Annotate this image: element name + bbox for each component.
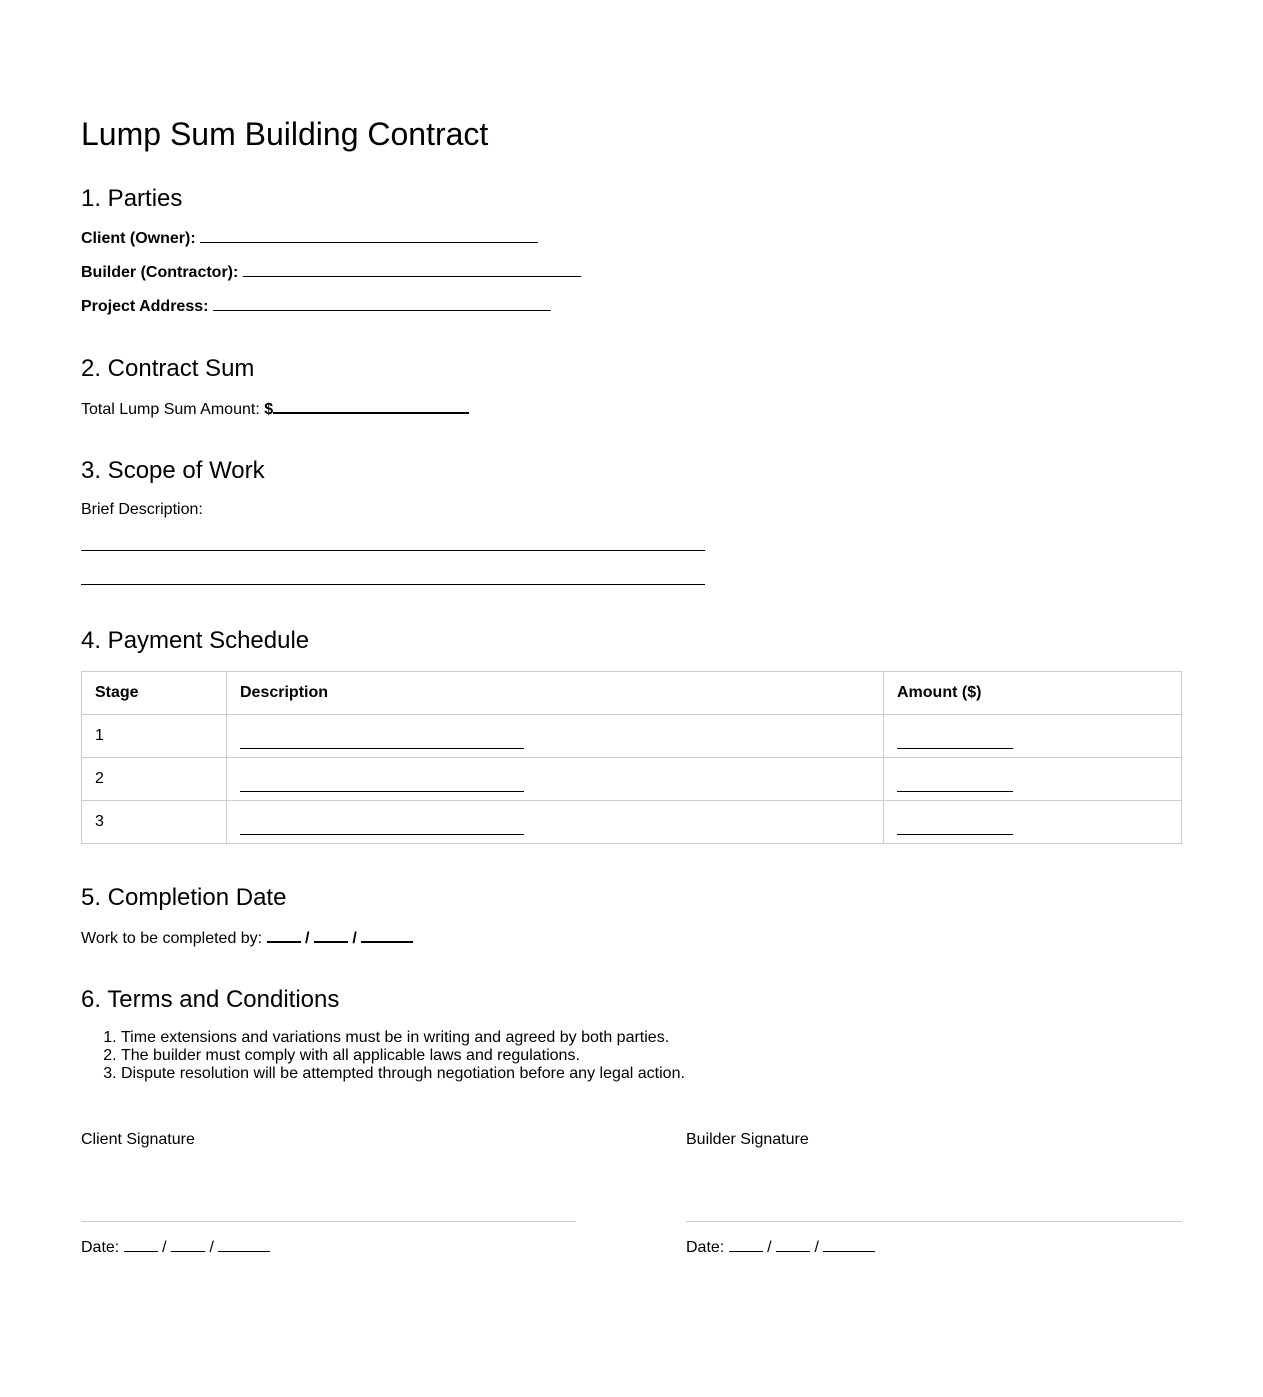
client-owner-input[interactable]	[200, 228, 538, 243]
date-separator: /	[209, 1239, 214, 1256]
scope-description-line-2[interactable]	[81, 584, 705, 585]
amount-input[interactable]	[897, 732, 1013, 749]
date-separator: /	[814, 1239, 819, 1256]
description-cell	[227, 758, 884, 801]
completion-month-input[interactable]	[314, 927, 348, 943]
section-heading-terms: 6. Terms and Conditions	[81, 986, 340, 1013]
builder-signature-date	[686, 1237, 875, 1258]
column-header-amount: Amount ($)	[884, 672, 1182, 715]
column-header-stage: Stage	[82, 672, 227, 715]
section-heading-contract-sum: 2. Contract Sum	[81, 355, 255, 382]
builder-date-month-input[interactable]	[776, 1237, 810, 1252]
client-signature-line[interactable]	[81, 1221, 576, 1222]
amount-input[interactable]	[897, 818, 1013, 835]
description-input[interactable]	[240, 818, 524, 835]
project-address-field	[81, 296, 551, 317]
column-header-description: Description	[227, 672, 884, 715]
client-owner-field	[81, 228, 538, 249]
completion-date-field	[81, 927, 413, 949]
description-cell	[227, 801, 884, 844]
payment-schedule-table	[81, 671, 1182, 844]
terms-list	[81, 1029, 685, 1083]
completion-year-input[interactable]	[361, 927, 413, 943]
client-date-year-input[interactable]	[218, 1237, 270, 1252]
client-owner-label: Client (Owner):	[81, 230, 196, 247]
scope-description-label: Brief Description:	[81, 501, 203, 518]
builder-contractor-field	[81, 262, 581, 283]
contract-sum-label: Total Lump Sum Amount:	[81, 401, 260, 418]
client-signature-date	[81, 1237, 270, 1258]
scope-description-line-1[interactable]	[81, 550, 705, 551]
table-row	[82, 758, 1182, 801]
amount-cell	[884, 758, 1182, 801]
section-heading-parties: 1. Parties	[81, 185, 183, 212]
list-item: 3. Dispute resolution will be attempted through negotiation before any legal action.	[121, 1065, 685, 1083]
table-header-row	[82, 672, 1182, 715]
contract-sum-field	[81, 398, 469, 420]
builder-contractor-label: Builder (Contractor):	[81, 264, 239, 281]
date-separator: /	[162, 1239, 167, 1256]
project-address-input[interactable]	[213, 296, 551, 311]
list-item: 1. Time extensions and variations must be in writing and agreed by both parties.	[121, 1029, 685, 1047]
description-input[interactable]	[240, 775, 524, 792]
contract-sum-input[interactable]	[273, 398, 469, 414]
builder-signature-line[interactable]	[686, 1221, 1182, 1222]
section-heading-scope: 3. Scope of Work	[81, 457, 265, 484]
client-signature-label: Client Signature	[81, 1131, 195, 1148]
builder-contractor-input[interactable]	[243, 262, 581, 277]
builder-date-year-input[interactable]	[823, 1237, 875, 1252]
date-label: Date:	[81, 1239, 120, 1256]
builder-signature-block	[686, 1130, 1182, 1256]
stage-cell: 3	[82, 801, 227, 844]
list-item: 2. The builder must comply with all applicable laws and regulations.	[121, 1047, 685, 1065]
description-cell	[227, 715, 884, 758]
date-separator: /	[352, 930, 357, 947]
amount-cell	[884, 715, 1182, 758]
builder-signature-label: Builder Signature	[686, 1131, 809, 1148]
client-date-day-input[interactable]	[124, 1237, 158, 1252]
description-input[interactable]	[240, 732, 524, 749]
stage-cell: 1	[82, 715, 227, 758]
section-heading-payment: 4. Payment Schedule	[81, 627, 310, 654]
document-title: Lump Sum Building Contract	[81, 116, 489, 152]
client-date-month-input[interactable]	[171, 1237, 205, 1252]
builder-date-day-input[interactable]	[729, 1237, 763, 1252]
completion-day-input[interactable]	[267, 927, 301, 943]
date-separator: /	[305, 930, 310, 947]
section-heading-completion: 5. Completion Date	[81, 884, 287, 911]
date-separator: /	[767, 1239, 772, 1256]
table-row	[82, 715, 1182, 758]
amount-cell	[884, 801, 1182, 844]
amount-input[interactable]	[897, 775, 1013, 792]
currency-symbol: $	[264, 401, 274, 418]
date-label: Date:	[686, 1239, 725, 1256]
completion-date-label: Work to be completed by:	[81, 930, 263, 947]
table-row	[82, 801, 1182, 844]
project-address-label: Project Address:	[81, 298, 209, 315]
stage-cell: 2	[82, 758, 227, 801]
client-signature-block	[81, 1130, 576, 1256]
